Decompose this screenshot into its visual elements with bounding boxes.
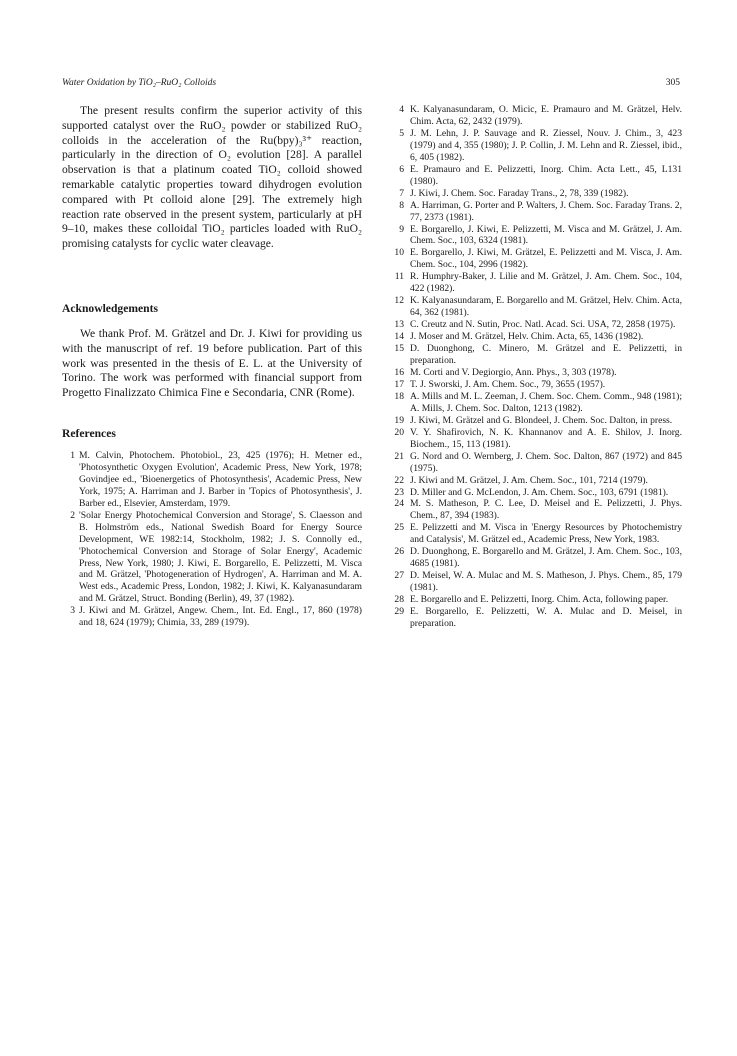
reference-text: M. Corti and V. Degiorgio, Ann. Phys., 3, 303 (1978). [410, 366, 617, 378]
reference-text: G. Nord and O. Wernberg, J. Chem. Soc. Dalton, 867 (1972) and 845 (1975). [410, 450, 682, 474]
conclusion-paragraph: The present results confirm the superior activity of this supported catalyst over the RuO₂ powder or stabilized RuO₂ colloids in the acceleration of the Ru(bpy)₃³⁺ reaction, particularly in the direction of O₂ evolution [28]. A parallel observation is that a platinum coated TiO₂ colloid showed remarkable catalytic properties toward dihydrogen evolution compared with Pt colloid alone [29]. The extremely high reaction rate observed in the present system, particularly at pH 9–10, makes these colloidal TiO₂ particles loaded with RuO₂ promising catalysts for cyclic water cleavage. [62, 104, 362, 251]
reference-number: 3 [70, 605, 75, 617]
references-heading: References [62, 426, 116, 440]
reference-item [390, 200, 682, 224]
reference-item [390, 427, 682, 451]
reference-number: 5 [399, 127, 404, 139]
reference-text: E. Borgarello, J. Kiwi, E. Pelizzetti, M. Visca and M. Grätzel, J. Am. Chem. Soc., 103, 6324 (1981). [410, 223, 682, 247]
reference-item [390, 224, 682, 248]
reference-item [390, 247, 682, 271]
reference-number: 7 [399, 187, 404, 199]
reference-item [390, 188, 682, 200]
reference-number: 13 [394, 319, 404, 331]
reference-text: E. Pramauro and E. Pelizzetti, Inorg. Chim. Acta Lett., 45, L131 (1980). [410, 163, 682, 187]
reference-text: M. S. Matheson, P. C. Lee, D. Meisel and E. Pelizzetti, J. Phys. Chem., 87, 394 (1983). [410, 498, 682, 522]
reference-number: 4 [399, 104, 404, 115]
reference-text: A. Harriman, G. Porter and P. Walters, J. Chem. Soc. Faraday Trans. 2, 77, 2373 (1981). [410, 199, 682, 223]
running-title: Water Oxidation by TiO₂–RuO₂ Colloids [62, 78, 217, 88]
reference-number: 10 [394, 247, 404, 259]
reference-text: D. Duonghong, C. Minero, M. Grätzel and E. Pelizzetti, in preparation. [410, 343, 682, 367]
reference-item [390, 164, 682, 188]
reference-item [390, 343, 682, 367]
acknowledgements-paragraph: We thank Prof. M. Grätzel and Dr. J. Kiwi for providing us with the manuscript of ref. 19 before publication. Part of this work was presented in the thesis of E. L. at the University of Torino. The work was performed with financial support from Progetto Finalizzato Chimica Fine e Secondaria, CNR (Rome). [62, 326, 362, 400]
reference-number: 26 [394, 546, 404, 558]
reference-text: 'Solar Energy Photochemical Conversion and Storage', S. Claesson and B. Holmström eds., National Swedish Board for Energy Source Development, WE 1982:14, Stockholm, 1982; J. S. Connolly ed., 'Photochemical Conversion and Storage of Solar Energy', Academic Press, New York, 1980; J. Kiwi, E. Borgarello, E. Pelizzetti, M. Visca and M. Grätzel, 'Photogeneration of Hydrogen', A. Harriman and M. A. West eds., Academic Press, London, 1982; J. Kiwi, K. Kalyanasundaram and M. Grätzel, Struct. Bonding (Berlin), 49, 37 (1982). [79, 509, 362, 605]
reference-list-right [390, 104, 682, 630]
reference-item [390, 498, 682, 522]
reference-text: A. Mills and M. L. Zeeman, J. Chem. Soc. Chem. Comm., 948 (1981); A. Mills, J. Chem. Soc. Dalton, 1213 (1982). [410, 390, 682, 414]
reference-item [390, 487, 682, 499]
reference-item [390, 546, 682, 570]
right-column [390, 104, 682, 630]
reference-item [390, 271, 682, 295]
reference-text: K. Kalyanasundaram, O. Micic, E. Pramauro and M. Grätzel, Helv. Chim. Acta, 62, 2432 (1979). [410, 104, 682, 127]
reference-number: 28 [394, 594, 404, 606]
reference-item [390, 451, 682, 475]
reference-number: 12 [394, 295, 404, 307]
reference-text: M. Calvin, Photochem. Photobiol., 23, 425 (1976); H. Metner ed., 'Photosynthetic Oxygen Evolution', Academic Press, New York, 1978; Govindjee ed., 'Bioenergetics of Photosynthesis', Academic Press, New York, 1975; A. Harriman and J. Barber in 'Topics of Photosynthesis', J. Barber ed., Elsevier, Amsterdam, 1979. [79, 449, 362, 509]
reference-item [390, 475, 682, 487]
acknowledgements-heading: Acknowledgements [62, 301, 158, 315]
reference-number: 23 [394, 486, 404, 498]
reference-text: D. Duonghong, E. Borgarello and M. Grätzel, J. Am. Chem. Soc., 103, 4685 (1981). [410, 546, 682, 570]
reference-text: J. Kiwi and M. Grätzel, Angew. Chem., Int. Ed. Engl., 17, 860 (1978) and 18, 624 (1979); Chimia, 33, 289 (1979). [79, 605, 362, 629]
reference-number: 9 [399, 223, 404, 235]
reference-item [390, 379, 682, 391]
reference-text: J. Moser and M. Grätzel, Helv. Chim. Acta, 65, 1436 (1982). [410, 331, 644, 343]
reference-number: 29 [394, 606, 404, 618]
page-number: 305 [665, 78, 680, 88]
reference-text: E. Borgarello, E. Pelizzetti, W. A. Mulac and D. Meisel, in preparation. [410, 606, 682, 629]
reference-item [390, 367, 682, 379]
reference-number: 22 [394, 474, 404, 486]
reference-text: D. Miller and G. McLendon, J. Am. Chem. Soc., 103, 6791 (1981). [410, 486, 669, 498]
reference-text: K. Kalyanasundaram, E. Borgarello and M. Grätzel, Helv. Chim. Acta, 64, 362 (1981). [410, 295, 682, 319]
reference-number: 14 [394, 331, 404, 343]
reference-list-left [62, 450, 362, 629]
reference-text: J. Kiwi, M. Grätzel and G. Blondeel, J. Chem. Soc. Dalton, in press. [410, 414, 673, 426]
reference-item [62, 605, 362, 629]
reference-text: J. Kiwi, J. Chem. Soc. Faraday Trans., 2, 78, 339 (1982). [410, 187, 629, 199]
reference-item [390, 415, 682, 427]
reference-number: 1 [70, 449, 75, 461]
reference-text: E. Borgarello and E. Pelizzetti, Inorg. Chim. Acta, following paper. [410, 594, 669, 606]
left-column [62, 104, 362, 629]
reference-number: 17 [394, 378, 404, 390]
reference-item [390, 391, 682, 415]
reference-item [390, 606, 682, 630]
reference-number: 19 [394, 414, 404, 426]
reference-number: 27 [394, 570, 404, 582]
reference-item [390, 594, 682, 606]
reference-item [62, 450, 362, 510]
reference-text: V. Y. Shafirovich, N. K. Khannanov and A. E. Shilov, J. Inorg. Biochem., 15, 113 (1981). [410, 426, 682, 450]
reference-item [390, 295, 682, 319]
reference-number: 11 [394, 271, 404, 283]
reference-number: 16 [394, 366, 404, 378]
reference-number: 2 [70, 509, 75, 521]
reference-item [390, 331, 682, 343]
reference-number: 6 [399, 163, 404, 175]
reference-text: R. Humphry-Baker, J. Lilie and M. Grätzel, J. Am. Chem. Soc., 104, 422 (1982). [410, 271, 682, 295]
reference-item [390, 104, 682, 128]
reference-number: 24 [394, 498, 404, 510]
reference-item [390, 522, 682, 546]
reference-number: 18 [394, 390, 404, 402]
reference-number: 21 [394, 450, 404, 462]
reference-item [390, 128, 682, 164]
reference-text: J. M. Lehn, J. P. Sauvage and R. Ziessel, Nouv. J. Chim., 3, 423 (1979) and 4, 355 (1980); J. P. Collin, J. M. Lehn and R. Ziessel, ibid., 6, 405 (1982). [410, 127, 682, 163]
reference-item [390, 319, 682, 331]
reference-number: 20 [394, 426, 404, 438]
reference-item [390, 570, 682, 594]
reference-text: E. Pelizzetti and M. Visca in 'Energy Resources by Photochemistry and Catalysis', M. Grätzel ed., Academic Press, New York, 1983. [410, 522, 682, 546]
reference-number: 15 [394, 343, 404, 355]
reference-text: T. J. Sworski, J. Am. Chem. Soc., 79, 3655 (1957). [410, 378, 606, 390]
reference-number: 8 [399, 199, 404, 211]
reference-text: J. Kiwi and M. Grätzel, J. Am. Chem. Soc., 101, 7214 (1979). [410, 474, 648, 486]
reference-item [62, 510, 362, 606]
reference-text: D. Meisel, W. A. Mulac and M. S. Matheson, J. Phys. Chem., 85, 179 (1981). [410, 570, 682, 594]
reference-text: C. Creutz and N. Sutin, Proc. Natl. Acad. Sci. USA, 72, 2858 (1975). [410, 319, 676, 331]
reference-text: E. Borgarello, J. Kiwi, M. Grätzel, E. Pelizzetti and M. Visca, J. Am. Chem. Soc., 104, 2996 (1982). [410, 247, 682, 271]
reference-number: 25 [394, 522, 404, 534]
